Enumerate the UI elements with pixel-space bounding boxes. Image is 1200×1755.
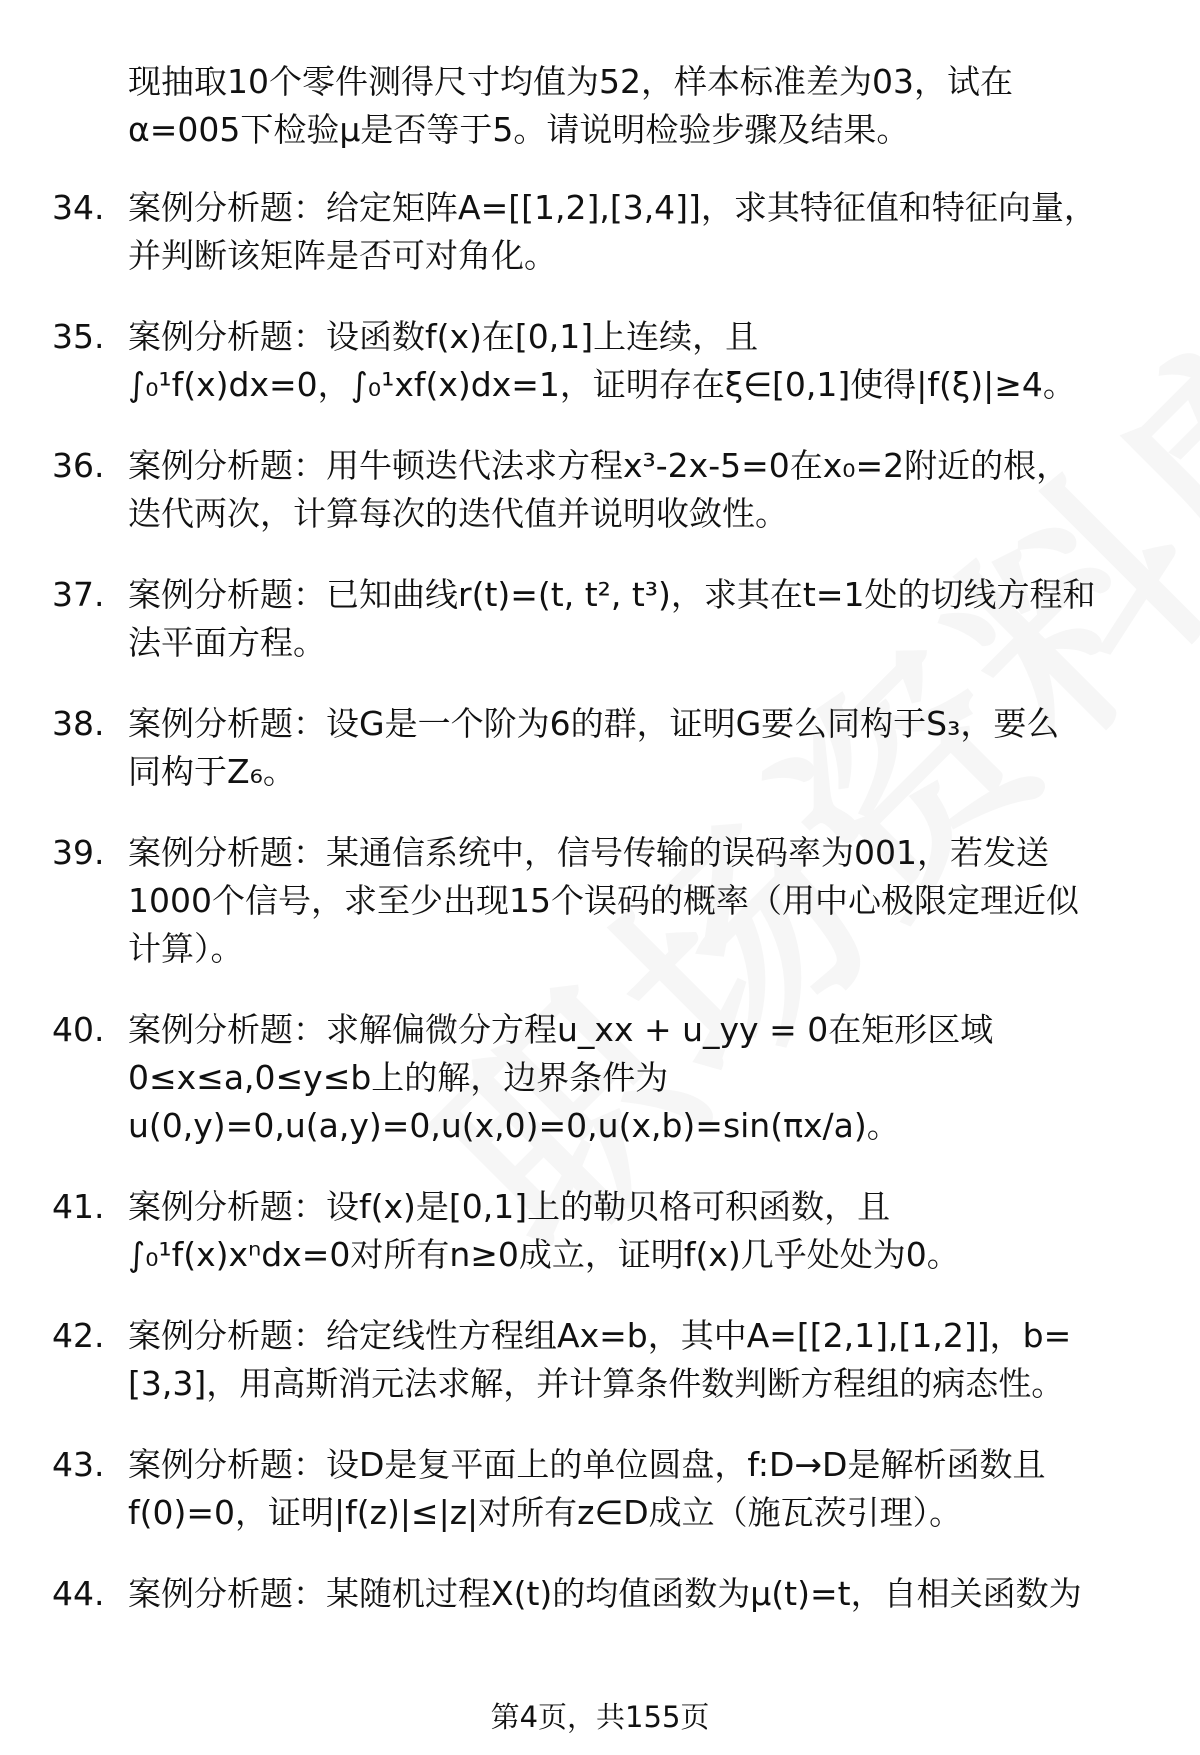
- question-number: 38.: [52, 704, 105, 743]
- question-line: 1000个信号，求至少出现15个误码的概率（用中心极限定理近似: [128, 881, 1079, 920]
- question-number: 41.: [52, 1187, 105, 1226]
- question-line: 并判断该矩阵是否可对角化。: [128, 236, 557, 275]
- question-text: [128, 313, 1076, 409]
- question-item: [52, 571, 1172, 667]
- question-line: 法平面方程。: [128, 623, 326, 662]
- question-item: [52, 829, 1172, 973]
- question-text: [128, 829, 1079, 973]
- question-line: 案例分析题：某随机过程X(t)的均值函数为μ(t)=t，自相关函数为: [128, 1574, 1082, 1613]
- question-number: 43.: [52, 1445, 105, 1484]
- question-item: [52, 313, 1172, 409]
- question-number: 42.: [52, 1316, 105, 1355]
- question-line: 案例分析题：设f(x)是[0,1]上的勒贝格可积函数，且: [128, 1187, 891, 1226]
- question-line: u(0,y)=0,u(a,y)=0,u(x,0)=0,u(x,b)=sin(πx/a)。: [128, 1106, 900, 1145]
- question-text: [128, 1312, 1071, 1408]
- question-text: [128, 184, 1097, 280]
- question-text: [128, 700, 1059, 796]
- question-number: 35.: [52, 317, 105, 356]
- question-line: ∫₀¹f(x)dx=0，∫₀¹xf(x)dx=1，证明存在ξ∈[0,1]使得|f(ξ)|≥4。: [128, 365, 1076, 404]
- page-footer: 第4页，共155页: [490, 1700, 710, 1734]
- question-number: 39.: [52, 833, 105, 872]
- intro-line: 现抽取10个零件测得尺寸均值为52，样本标准差为03，试在: [128, 62, 1013, 101]
- question-line: 案例分析题：求解偏微分方程u_xx + u_yy = 0在矩形区域: [128, 1010, 994, 1049]
- question-line: 同构于Z₆。: [128, 752, 296, 791]
- question-text: [128, 1441, 1045, 1537]
- question-item: [52, 1312, 1172, 1408]
- question-item: [52, 700, 1172, 796]
- question-text: [128, 571, 1095, 667]
- question-text: [128, 1006, 993, 1150]
- question-line: 案例分析题：给定矩阵A=[[1,2],[3,4]]，求其特征值和特征向量，: [128, 188, 1097, 227]
- question-line: 计算）。: [128, 929, 244, 968]
- question-text: [128, 442, 1069, 538]
- question-number: 34.: [52, 188, 105, 227]
- question-line: 0≤x≤a,0≤y≤b上的解，边界条件为: [128, 1058, 669, 1097]
- question-line: 案例分析题：设G是一个阶为6的群，证明G要么同构于S₃，要么: [128, 704, 1060, 743]
- question-item: [52, 1570, 1172, 1618]
- question-number: 44.: [52, 1574, 105, 1613]
- question-text: [128, 1183, 960, 1279]
- question-number: 40.: [52, 1010, 105, 1049]
- question-item: [52, 1441, 1172, 1537]
- question-text: [128, 1570, 1082, 1618]
- document-body: [52, 58, 1172, 1651]
- question-line: 案例分析题：用牛顿迭代法求方程x³-2x-5=0在x₀=2附近的根，: [128, 446, 1070, 485]
- question-item: [52, 184, 1172, 280]
- question-line: f(0)=0，证明|f(z)|≤|z|对所有z∈D成立（施瓦茨引理）。: [128, 1493, 963, 1532]
- question-line: 案例分析题：已知曲线r(t)=(t, t², t³)，求其在t=1处的切线方程和: [128, 575, 1096, 614]
- question-item: [52, 1006, 1172, 1150]
- question-item: [52, 1183, 1172, 1279]
- intro-line: α=005下检验μ是否等于5。请说明检验步骤及结果。: [128, 110, 910, 149]
- question-line: ∫₀¹f(x)xⁿdx=0对所有n≥0成立，证明f(x)几乎处处为0。: [128, 1235, 960, 1274]
- question-number: 37.: [52, 575, 105, 614]
- question-line: 案例分析题：设函数f(x)在[0,1]上连续，且: [128, 317, 759, 356]
- question-line: 案例分析题：设D是复平面上的单位圆盘，f:D→D是解析函数且: [128, 1445, 1046, 1484]
- question-line: [3,3]，用高斯消元法求解，并计算条件数判断方程组的病态性。: [128, 1364, 1065, 1403]
- question-line: 案例分析题：某通信系统中，信号传输的误码率为001，若发送: [128, 833, 1049, 872]
- question-line: 案例分析题：给定线性方程组Ax=b，其中A=[[2,1],[1,2]]，b=: [128, 1316, 1072, 1355]
- question-number: 36.: [52, 446, 105, 485]
- question-line: 迭代两次，计算每次的迭代值并说明收敛性。: [128, 494, 788, 533]
- question-item: [52, 442, 1172, 538]
- intro-paragraph: [52, 58, 1172, 154]
- question-list: [52, 184, 1172, 1618]
